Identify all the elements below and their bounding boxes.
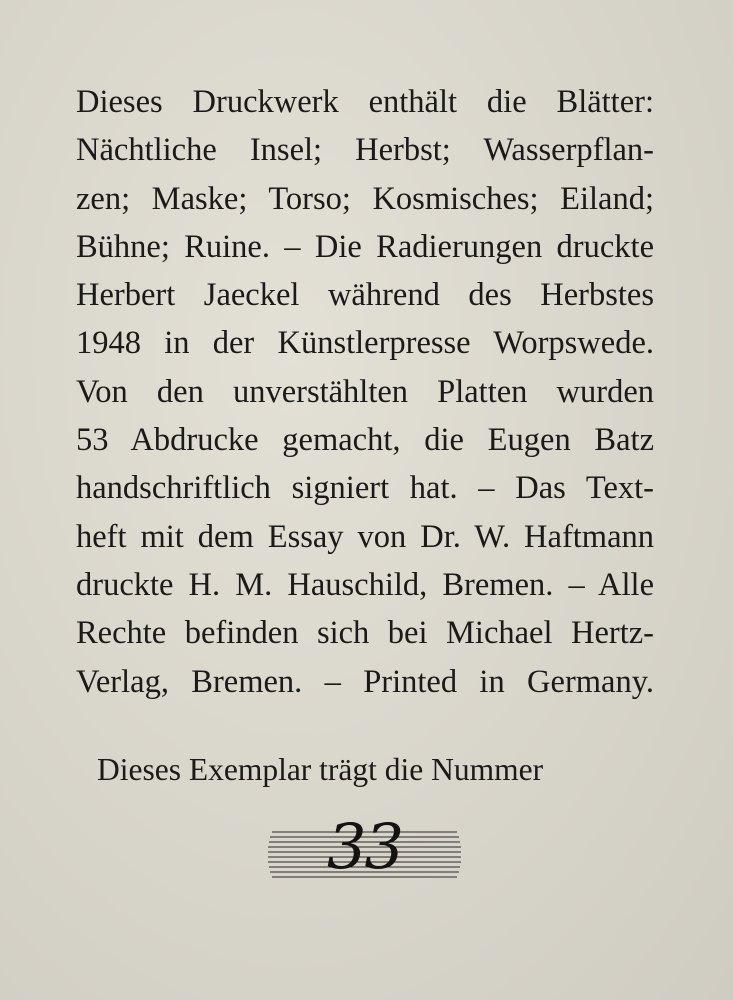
colophon-line: 53 Abdrucke gemacht, die Eugen Batz	[76, 422, 654, 459]
colophon-line: 1948 in der Künstlerpresse Worpswede.	[76, 325, 654, 362]
colophon-line: Verlag, Bremen. – Printed in Germany.	[76, 663, 654, 700]
colophon-line: zen; Maske; Torso; Kosmisches; Eiland;	[76, 180, 654, 217]
exemplar-number: 33	[327, 810, 402, 883]
colophon-line: heft mit dem Essay von Dr. W. Haftmann	[76, 518, 654, 555]
colophon-line: Bühne; Ruine. – Die Radierungen druckte	[76, 228, 654, 265]
colophon-line: druckte H. M. Hauschild, Bremen. – Alle	[76, 566, 654, 603]
colophon-line: Rechte befinden sich bei Michael Hertz-	[76, 615, 654, 652]
colophon-line: Dieses Druckwerk enthält die Blätter:	[76, 84, 654, 120]
colophon-line: Nächtliche Insel; Herbst; Wasserpflan-	[76, 132, 654, 169]
colophon-text	[76, 78, 654, 706]
colophon-line: Herbert Jaeckel während des Herbstes	[76, 277, 654, 314]
colophon-line: Von den unverstählten Platten wurden	[76, 373, 654, 410]
number-field	[268, 810, 461, 884]
exemplar-label: Dieses Exemplar trägt die Nummer	[97, 752, 544, 787]
colophon-line: handschriftlich signiert hat. – Das Text-	[76, 470, 654, 507]
